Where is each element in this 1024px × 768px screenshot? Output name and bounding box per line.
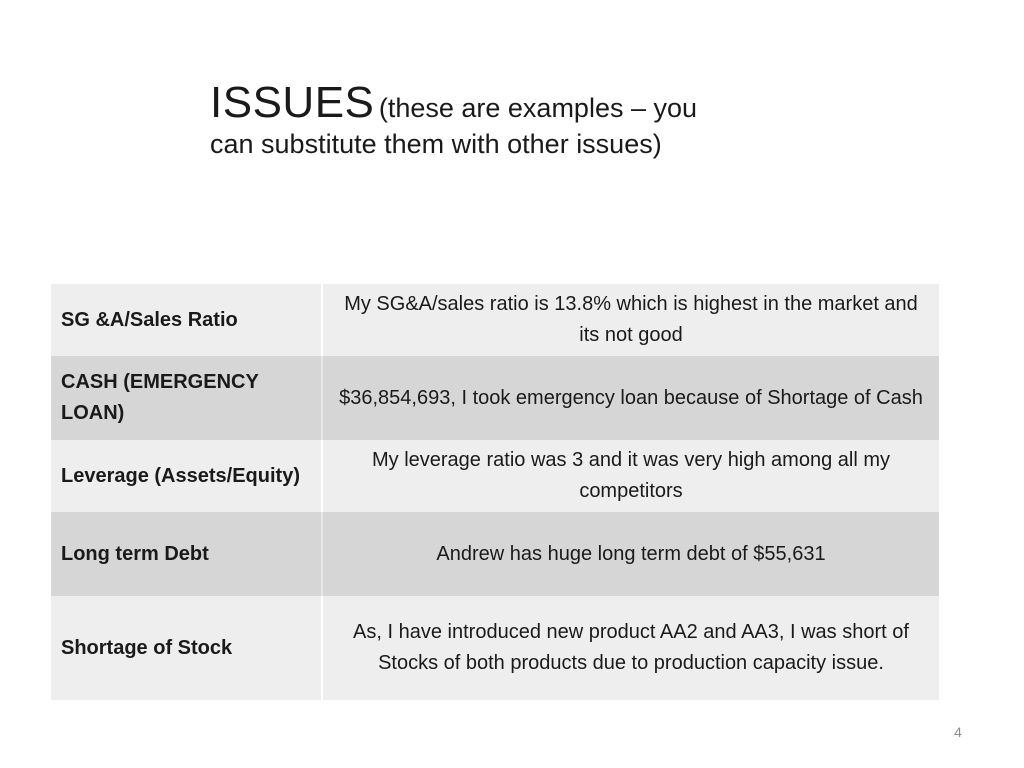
page-number: 4 xyxy=(954,724,962,740)
issues-table xyxy=(51,284,939,700)
issue-label: CASH (EMERGENCY LOAN) xyxy=(51,356,322,440)
issue-description: As, I have introduced new product AA2 and AA3, I was short of Stocks of both products due to production capacity issue. xyxy=(322,596,939,700)
table-row xyxy=(51,512,939,596)
title-subtitle: (these are examples – you can substitute them with other issues) xyxy=(210,93,698,159)
table-row xyxy=(51,356,939,440)
issue-label: Shortage of Stock xyxy=(51,596,322,700)
issue-description: $36,854,693, I took emergency loan because of Shortage of Cash xyxy=(322,356,939,440)
slide-title xyxy=(210,78,730,160)
issue-description: My leverage ratio was 3 and it was very high among all my competitors xyxy=(322,440,939,512)
table-row xyxy=(51,440,939,512)
table-row xyxy=(51,596,939,700)
issue-label: Long term Debt xyxy=(51,512,322,596)
title-main: ISSUES xyxy=(210,78,375,127)
issue-description: My SG&A/sales ratio is 13.8% which is highest in the market and its not good xyxy=(322,284,939,356)
issue-label: Leverage (Assets/Equity) xyxy=(51,440,322,512)
table-row xyxy=(51,284,939,356)
issue-description: Andrew has huge long term debt of $55,631 xyxy=(322,512,939,596)
issue-label: SG &A/Sales Ratio xyxy=(51,284,322,356)
